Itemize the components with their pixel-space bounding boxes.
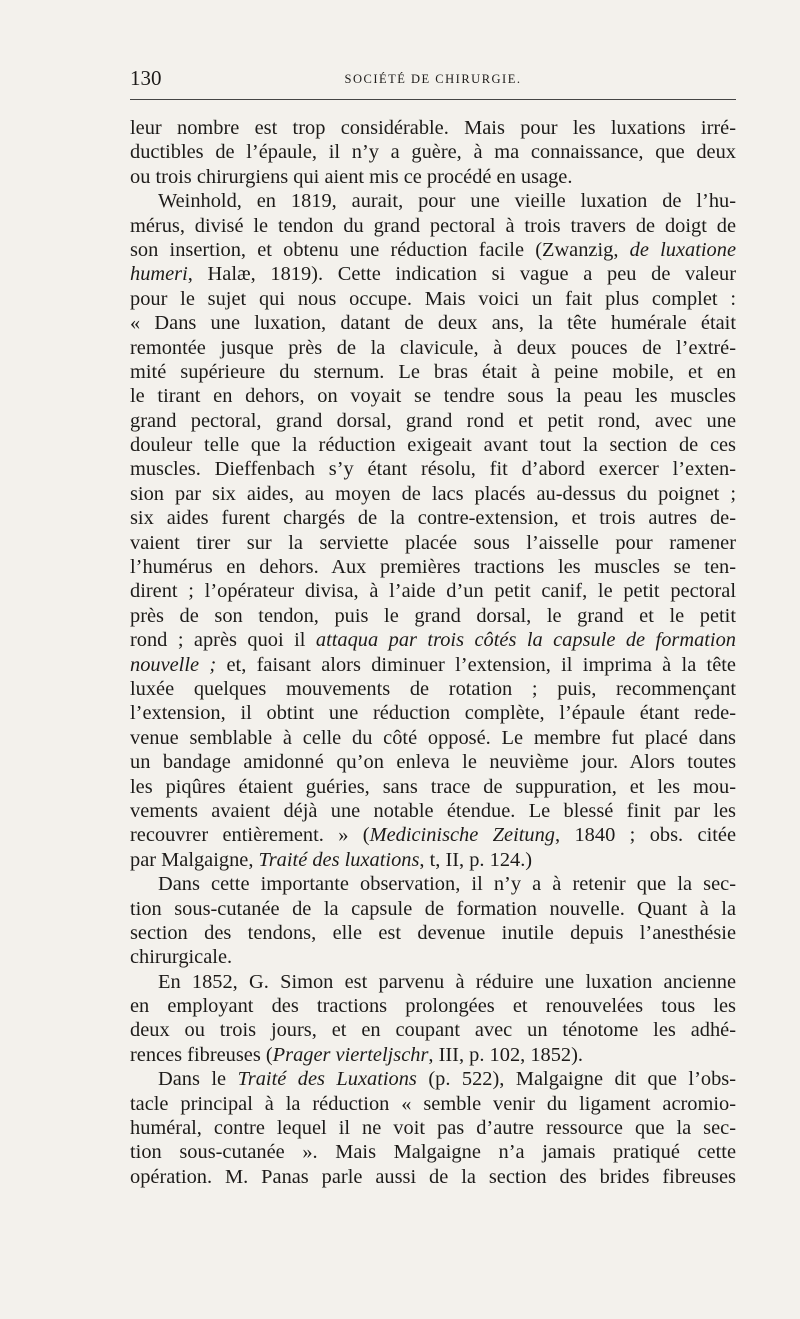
text-line: les piqûres étaient guéries, sans trace de suppuration, et les mou- bbox=[130, 775, 736, 798]
text-line: nouvelle ; et, faisant alors diminuer l’extension, il imprima à la tête bbox=[130, 653, 736, 676]
text-line: opération. M. Panas parle aussi de la section des brides fibreuses bbox=[130, 1165, 736, 1188]
text-line: tion sous-cutanée ». Mais Malgaigne n’a jamais pratiqué cette bbox=[130, 1141, 736, 1164]
text-line: huméral, contre lequel il ne voit pas d’autre ressource que la sec- bbox=[130, 1117, 736, 1140]
paragraph bbox=[130, 872, 736, 970]
page-header bbox=[130, 66, 736, 92]
text-line: Dans cette importante observation, il n’y a à retenir que la sec- bbox=[158, 873, 736, 896]
paragraph bbox=[130, 116, 736, 189]
text-line: grand pectoral, grand dorsal, grand rond et petit rond, avec une bbox=[130, 409, 736, 432]
text-line: rond ; après quoi il attaqua par trois côtés la capsule de formation bbox=[130, 629, 736, 652]
text-line: son insertion, et obtenu une réduction facile (Zwanzig, de luxatione bbox=[130, 238, 736, 261]
paragraph bbox=[130, 189, 736, 872]
text-line: luxée quelques mouvements de rotation ; puis, recommençant bbox=[130, 677, 736, 700]
text-line: venue semblable à celle du côté opposé. Le membre fut placé dans bbox=[130, 726, 736, 749]
text-line: recouvrer entièrement. » (Medicinische Zeitung, 1840 ; obs. citée bbox=[130, 824, 736, 847]
paragraph bbox=[130, 1067, 736, 1189]
text-line: par Malgaigne, Traité des luxations, t, II, p. 124.) bbox=[130, 848, 533, 871]
text-line: l’humérus en dehors. Aux premières tractions les muscles se ten- bbox=[130, 556, 736, 579]
text-line: sion par six aides, au moyen de lacs placés au-dessus du poignet ; bbox=[130, 482, 736, 505]
text-line: dirent ; l’opérateur divisa, à l’aide d’un petit canif, le petit pectoral bbox=[130, 580, 736, 603]
paragraph bbox=[130, 970, 736, 1068]
text-line: tacle principal à la réduction « semble venir du ligament acromio- bbox=[130, 1092, 736, 1115]
running-title: SOCIÉTÉ DE CHIRURGIE. bbox=[344, 72, 522, 86]
text-line: mérus, divisé le tendon du grand pectoral à trois travers de doigt de bbox=[130, 214, 736, 237]
text-line: près de son tendon, puis le grand dorsal, le grand et le petit bbox=[130, 604, 736, 627]
text-line: humeri, Halæ, 1819). Cette indication si vague a peu de valeur bbox=[130, 263, 736, 286]
text-line: ductibles de l’épaule, il n’y a guère, à ma connaissance, que deux bbox=[130, 141, 736, 164]
text-line: Dans le Traité des Luxations (p. 522), Malgaigne dit que l’obs- bbox=[158, 1068, 736, 1091]
header-rule bbox=[130, 99, 736, 100]
page-number: 130 bbox=[130, 66, 162, 90]
text-line: vaient tirer sur la serviette placée sous l’aisselle pour ramener bbox=[130, 531, 736, 554]
text-line: remontée jusque près de la clavicule, à deux pouces de l’extré- bbox=[130, 336, 736, 359]
text-line: ou trois chirurgiens qui aient mis ce procédé en usage. bbox=[130, 165, 573, 188]
text-line: section des tendons, elle est devenue inutile depuis l’anesthésie bbox=[130, 921, 736, 944]
text-line: douleur telle que la réduction exigeait avant tout la section de ces bbox=[130, 434, 736, 457]
body-text bbox=[130, 116, 736, 1189]
text-line: En 1852, G. Simon est parvenu à réduire une luxation ancienne bbox=[158, 970, 736, 993]
text-line: le tirant en dehors, on voyait se tendre sous la peau les muscles bbox=[130, 385, 736, 408]
text-line: chirurgicale. bbox=[130, 946, 233, 969]
text-line: en employant des tractions prolongées et renouvelées tous les bbox=[130, 995, 736, 1018]
text-line: leur nombre est trop considérable. Mais pour les luxations irré- bbox=[130, 117, 736, 139]
text-line: vements avaient déjà une notable étendue. Le blessé finit par les bbox=[130, 799, 736, 822]
text-line: « Dans une luxation, datant de deux ans, la tête humérale était bbox=[130, 312, 736, 335]
text-line: un bandage amidonné qu’on enleva le neuvième jour. Alors toutes bbox=[130, 751, 736, 774]
text-line: tion sous-cutanée de la capsule de formation nouvelle. Quant à la bbox=[130, 897, 736, 920]
text-line: pour le sujet qui nous occupe. Mais voici un fait plus complet : bbox=[130, 287, 736, 310]
text-line: rences fibreuses (Prager vierteljschr, III, p. 102, 1852). bbox=[130, 1043, 584, 1066]
text-line: deux ou trois jours, et en coupant avec un ténotome les adhé- bbox=[130, 1019, 736, 1042]
text-line: l’extension, il obtint une réduction complète, l’épaule étant rede- bbox=[130, 702, 736, 725]
text-line: mité supérieure du sternum. Le bras était à peine mobile, et en bbox=[130, 360, 736, 383]
text-line: Weinhold, en 1819, aurait, pour une vieille luxation de l’hu- bbox=[158, 190, 736, 213]
text-line: muscles. Dieffenbach s’y étant résolu, fit d’abord exercer l’exten- bbox=[130, 458, 736, 481]
text-line: six aides furent chargés de la contre-extension, et trois autres de- bbox=[130, 507, 736, 530]
